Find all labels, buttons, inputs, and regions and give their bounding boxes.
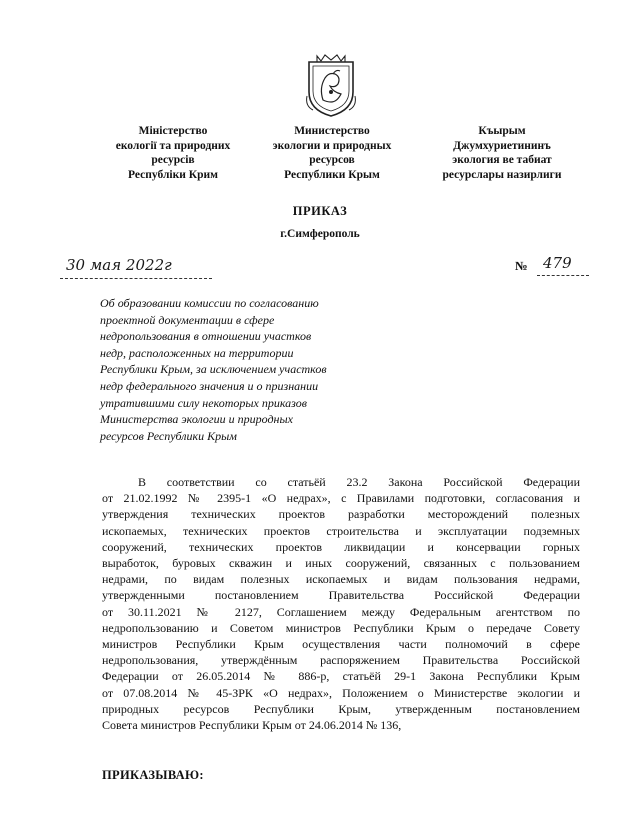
number-sign: №	[515, 259, 528, 273]
crimea-coat-of-arms-emblem	[303, 52, 359, 118]
preamble-paragraph: В соответствии со статьёй 23.2 Закона Российской Федерации от 21.02.1992 № 2395-1 «О недрах», с Правилами подготовки, согласования и утверждения технических проектов разработки месторождений полезных ископаемых, технических проектов строительства и эксплуатации подземных сооружений, технических проектов ликвидации и консервации горных выработок, буровых скважин и иных сооружений, связанных с пользованием недрами, по видам полезных ископаемых и видам пользования недрами, утвержденными постановлением Правительства Российской Федерации от 30.11.2021 № 2127, Соглашением между Федеральным агентством по недропользованию и Советом министров Республики Крым о передаче Совету министров Республики Крым осуществления части полномочий в сфере недропользования, утверждённым распоряжением Правительства Российской Федерации от 26.05.2014 № 886-р, статьёй 29-1 Закона Республики Крым от 07.08.2014 № 45-ЗРК «О недрах», Положением о Министерстве экологии и природных ресурсов Республики Крым, утвержденным постановлением Совета министров Республики Крым от 24.06.2014 № 136,	[102, 475, 580, 733]
ministry-name-russian: Министерство экологии и природных ресурсов Республики Крым	[272, 125, 392, 181]
ministry-name-crimean-tatar: Къырым Джумхуриетининъ экология ве табиат ресурслары назирлиги	[442, 125, 562, 181]
number-underline	[537, 255, 589, 276]
order-directive-word: ПРИКАЗЫВАЮ:	[102, 768, 204, 782]
document-type-title: ПРИКАЗ	[292, 204, 348, 218]
document-number-field	[515, 255, 590, 277]
document-city: г.Симферополь	[280, 228, 360, 240]
document-date-field	[60, 256, 212, 279]
handwritten-number: 479	[543, 254, 572, 272]
order-subject-title: Об образовании комиссии по согласованию проектной документации в сфере недропользования в отношении участков недр, расположенных на территории Республики Крым, за исключением участков недр федерального значения и о признании утратившими силу некоторых приказов Министерства экологии и природных ресурсов Республики Крым	[100, 296, 327, 443]
ministry-name-ukrainian: Міністерство екології та природних ресурсів Республіки Крим	[115, 125, 231, 181]
emblem-icon	[303, 52, 359, 118]
handwritten-date: 30 мая 2022г	[66, 256, 172, 274]
